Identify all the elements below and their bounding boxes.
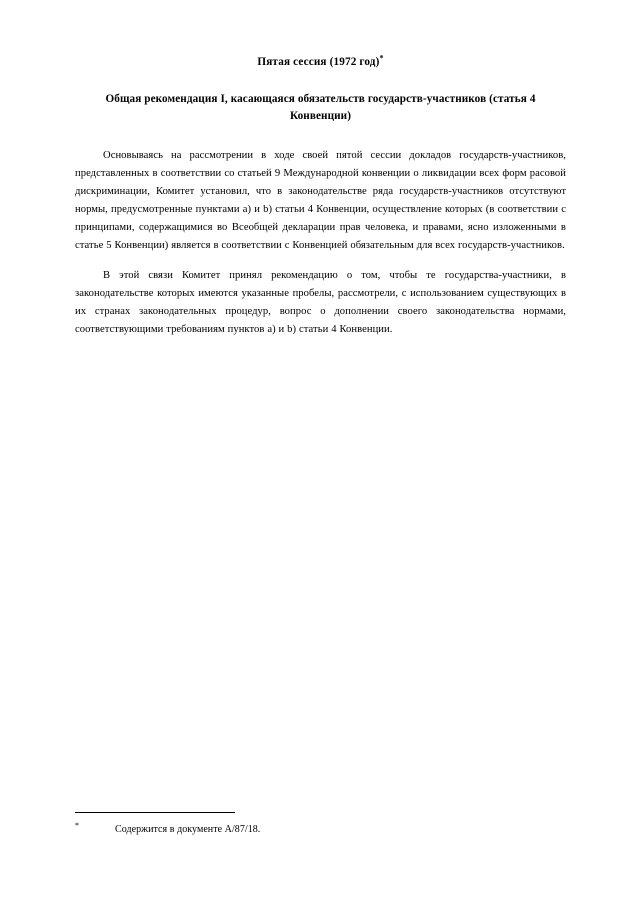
session-heading-text: Пятая сессия (1972 год)	[257, 56, 380, 68]
session-footnote-marker: *	[379, 53, 384, 63]
footnote-area	[75, 812, 566, 836]
document-content	[75, 55, 566, 339]
paragraph-2: В этой связи Комитет принял рекомендацию о том, чтобы те государства-участники, в законодательстве которых имеются указанные пробелы, рассмотрели, с использованием существующих в их странах законодательных процедур, вопрос о дополнении своего законодательства нормами, соответствующими требованиям пунктов a) и b) статьи 4 Конвенции.	[75, 270, 566, 335]
paragraph-1: Основываясь на рассмотрении в ходе своей пятой сессии докладов государств-участников, представленных в соответствии со статьей 9 Международной конвенции о ликвидации всех форм расовой дискриминации, Комитет установил, что в законодательстве ряда государств-участников отсутствуют нормы, предусмотренные пунктами a) и b) статьи 4 Конвенции, осуществление которых (в соответствии с принципами, содержащимися во Всеобщей декларации прав человека, и правами, ясно изложенными в статье 5 Конвенции) является в соответствии с Конвенцией обязательным для всех государств-участников.	[75, 150, 566, 251]
session-heading	[75, 55, 566, 69]
footnote-separator-rule	[75, 812, 235, 813]
footnote-text: Содержится в документе A/87/18.	[115, 824, 261, 835]
footnote-entry: * Содержится в документе A/87/18.	[75, 820, 261, 835]
recommendation-heading: Общая рекомендация I, касающаяся обязательств государств-участников (статья 4 Конвенции)	[105, 93, 536, 122]
